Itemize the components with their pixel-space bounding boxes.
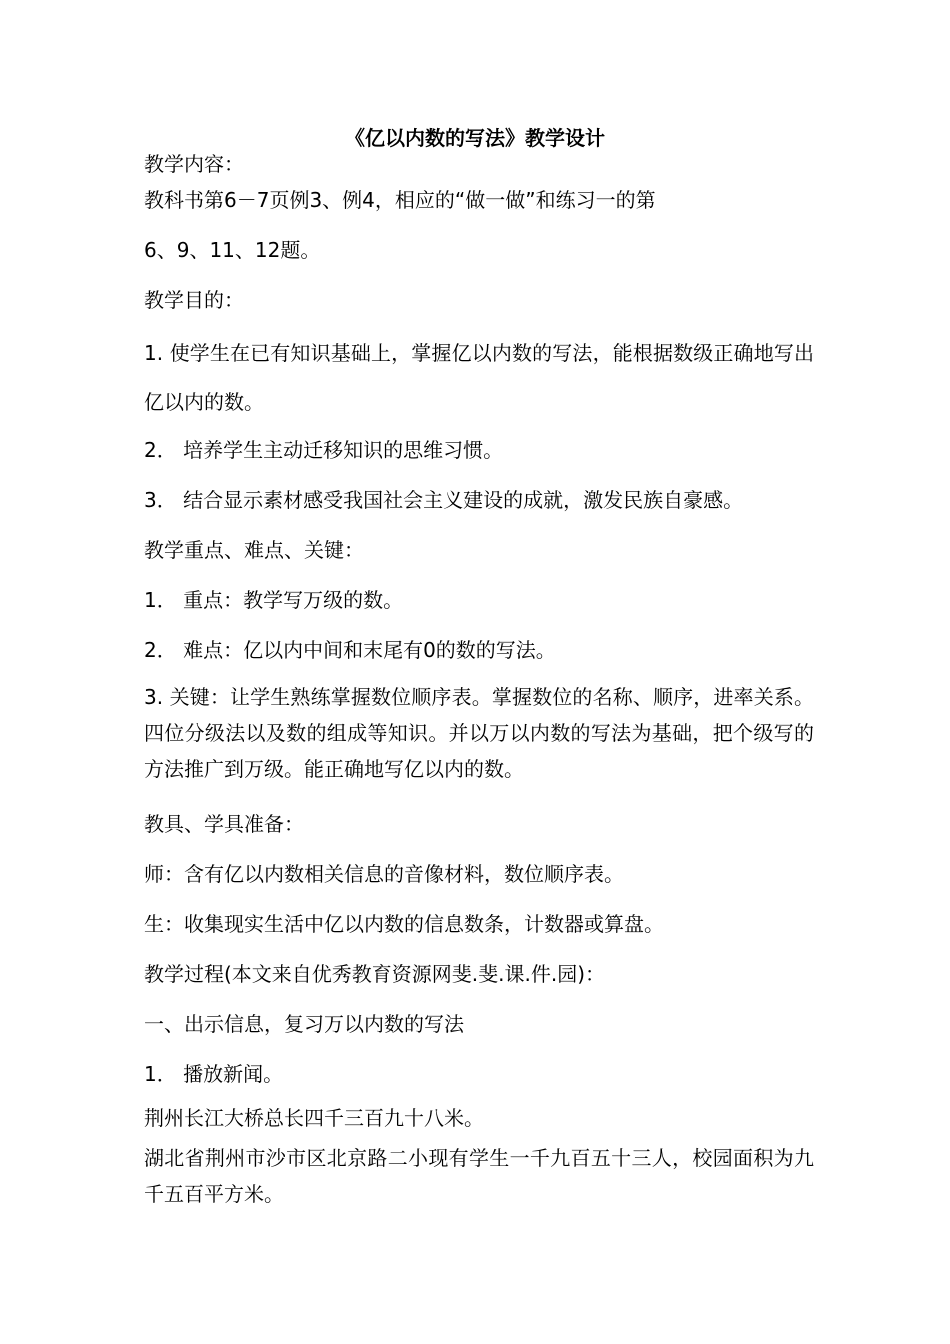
paragraph-goal-3: 3． 结合显示素材感受我国社会主义建设的成就，激发民族自豪感。 — [144, 488, 744, 512]
paragraph-key-point-1: 1． 重点：教学写万级的数。 — [144, 588, 404, 612]
paragraph-goals-heading: 教学目的： — [144, 288, 244, 312]
paragraph-key-point-2: 2． 难点：亿以内中间和末尾有0的数的写法。 — [144, 638, 556, 662]
paragraph-content-text-cont: 6、9、11、12题。 — [144, 238, 321, 262]
paragraph-news-2: 湖北省荆州市沙市区北京路二小现有学生一千九百五十三人，校园面积为九千五百平方米。 — [144, 1146, 814, 1206]
paragraph-student-materials: 生：收集现实生活中亿以内数的信息数条，计数器或算盘。 — [144, 912, 664, 936]
paragraph-key-points-heading: 教学重点、难点、关键： — [144, 538, 364, 562]
paragraph-step-1: 1． 播放新闻。 — [144, 1062, 284, 1086]
paragraph-key-point-3: 3. 关键：让学生熟练掌握数位顺序表。掌握数位的名称、顺序，进率关系。四位分级法以及数的组成等知识。并以万以内数的写法为基础，把个级写的方法推广到万级。能正确地写亿以内的数。 — [144, 685, 814, 781]
paragraph-process-heading: 教学过程(本文来自优秀教育资源网斐.斐.课.件.园)： — [144, 962, 606, 986]
paragraph-teacher-materials: 师：含有亿以内数相关信息的音像材料，数位顺序表。 — [144, 862, 624, 886]
paragraph-content-text: 教科书第6－7页例3、例4，相应的“做一做”和练习一的第 — [144, 188, 656, 212]
document-title: 《亿以内数的写法》教学设计 — [345, 126, 605, 150]
paragraph-materials-heading: 教具、学具准备： — [144, 812, 304, 836]
paragraph-news-1: 荆州长江大桥总长四千三百九十八米。 — [144, 1106, 484, 1130]
paragraph-goal-1: 1. 使学生在已有知识基础上，掌握亿以内数的写法，能根据数级正确地写出亿以内的数。 — [144, 341, 814, 414]
paragraph-goal-2: 2． 培养学生主动迁移知识的思维习惯。 — [144, 438, 504, 462]
paragraph-section-1-heading: 一、出示信息，复习万以内数的写法 — [144, 1012, 464, 1036]
paragraph-content-heading: 教学内容： — [144, 152, 244, 176]
